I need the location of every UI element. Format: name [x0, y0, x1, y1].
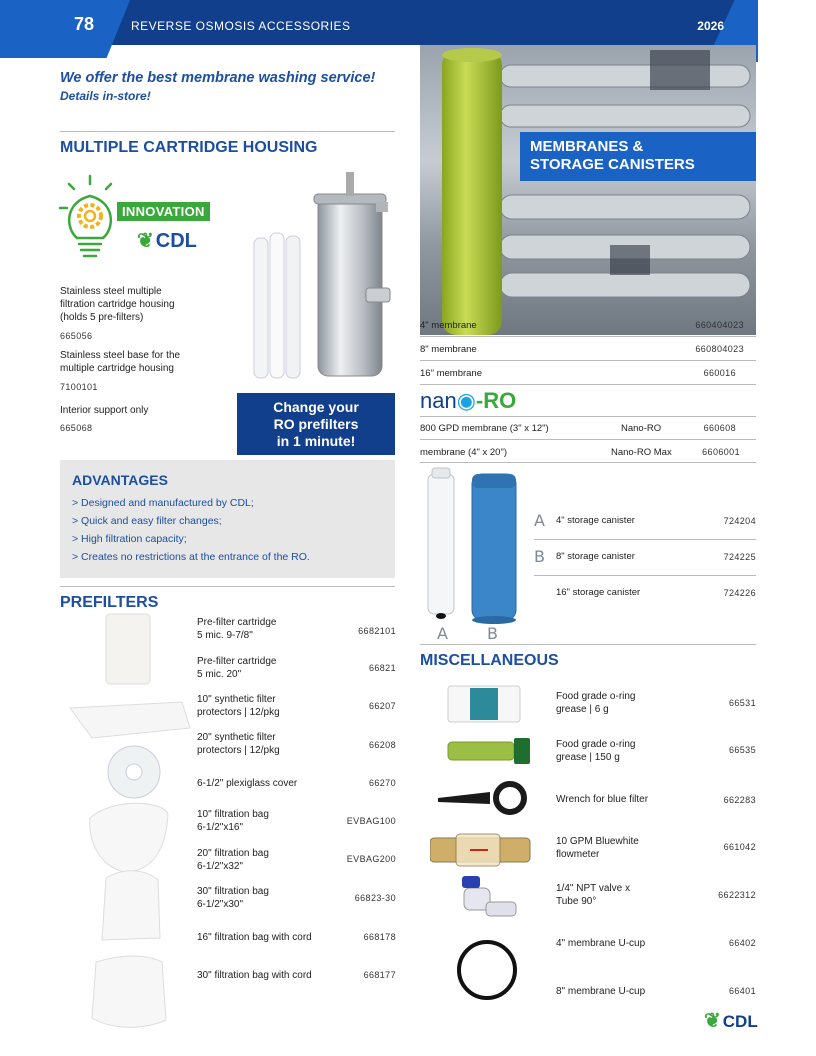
nano-ro-logo-text: nan: [420, 388, 457, 413]
desc-line: 5 mic. 20": [197, 669, 242, 680]
divider: [420, 439, 756, 440]
catalog-year: 2026: [697, 19, 724, 33]
prefilter-1-code: 6682101: [358, 626, 396, 636]
nano-item-2-model: Nano-RO Max: [611, 447, 672, 458]
prefilter-3-desc: [197, 693, 280, 719]
desc-line: Stainless steel base for the: [60, 350, 181, 361]
housing-item-3-code: 665068: [60, 423, 93, 433]
desc-line: Food grade o-ring: [556, 691, 636, 702]
advantage-item: > Designed and manufactured by CDL;: [72, 497, 254, 509]
footer-cdl-logo: [704, 1008, 758, 1033]
desc-line: Food grade o-ring: [556, 739, 636, 750]
prefilter-8-desc: [197, 885, 269, 911]
advantages-panel: [60, 460, 395, 578]
canister-1-name: 4" storage canister: [556, 515, 635, 526]
desc-line: Stainless steel multiple: [60, 286, 162, 297]
advantage-item: > Quick and easy filter changes;: [72, 515, 222, 527]
divider: [420, 644, 756, 645]
nano-item-1-code: 660608: [703, 423, 736, 433]
membrane-8-code: 660804023: [695, 344, 744, 354]
desc-line: (holds 5 pre-filters): [60, 312, 144, 323]
misc-2-code: 66535: [728, 745, 756, 755]
footer-cdl-text: CDL: [722, 1012, 758, 1031]
divider: [534, 539, 756, 540]
membrane-8-name: 8" membrane: [420, 344, 477, 355]
misc-1-code: 66531: [728, 698, 756, 708]
desc-line: 6-1/2"x32": [197, 861, 244, 872]
desc-line: 10" filtration bag: [197, 809, 269, 820]
desc-line: 10" synthetic filter: [197, 694, 276, 705]
prefilter-2-desc: [197, 655, 276, 681]
cta-line: Change your: [273, 399, 359, 415]
maple-leaf-icon: ❦: [704, 1010, 721, 1032]
canister-letter-a: A: [534, 511, 545, 530]
prefilter-images: [62, 610, 192, 1030]
promo-headline: We offer the best membrane washing service!: [60, 70, 376, 86]
desc-line: 30" filtration bag: [197, 886, 269, 897]
misc-4-desc: [556, 835, 639, 861]
desc-line: flowmeter: [556, 849, 600, 860]
desc-line: filtration cartridge housing: [60, 299, 175, 310]
cartridge-housing-image: [248, 168, 398, 388]
housing-item-2-desc: [60, 349, 180, 375]
desc-line: 20" filtration bag: [197, 848, 269, 859]
desc-line: 5 mic. 9-7/8": [197, 630, 253, 641]
misc-3-desc: Wrench for blue filter: [556, 794, 649, 805]
desc-line: Pre-filter cartridge: [197, 656, 277, 667]
cta-line: in 1 minute!: [276, 433, 356, 449]
misc-7-code: 66401: [728, 986, 756, 996]
membrane-16-name: 16" membrane: [420, 368, 482, 379]
prefilter-3-code: 66207: [368, 701, 396, 711]
divider: [420, 336, 756, 337]
prefilter-5-code: 66270: [368, 778, 396, 788]
divider: [60, 586, 395, 587]
nano-item-1-model: Nano-RO: [621, 423, 662, 434]
prefilters-title: PREFILTERS: [60, 594, 159, 611]
desc-line: 1/4" NPT valve x: [556, 883, 630, 894]
desc-line: grease | 6 g: [556, 704, 609, 715]
page-number: 78: [74, 14, 95, 34]
prefilter-10-code: 668177: [363, 970, 396, 980]
nano-item-2-code: 6606001: [702, 447, 740, 457]
page-number-tab: [0, 0, 130, 58]
maple-leaf-icon: ❦: [137, 230, 154, 252]
membrane-photo-illustration: [420, 45, 756, 335]
image-label-b: B: [487, 624, 498, 643]
membrane-4-code: 660404023: [695, 320, 744, 330]
advantage-item: > Creates no restrictions at the entrance of the RO.: [72, 551, 310, 563]
misc-images: [430, 680, 545, 1020]
advantage-item: > High filtration capacity;: [72, 533, 187, 545]
membrane-4-name: 4" membrane: [420, 320, 477, 331]
prefilter-6-desc: [197, 808, 269, 834]
canister-1-code: 724204: [723, 516, 756, 526]
desc-line: 20" synthetic filter: [197, 732, 276, 743]
divider: [420, 416, 756, 417]
cdl-logo-text: CDL: [155, 230, 197, 252]
desc-line: Pre-filter cartridge: [197, 617, 277, 628]
housing-item-1-code: 665056: [60, 331, 93, 341]
prefilter-7-desc: [197, 847, 269, 873]
promo-subline: Details in-store!: [60, 89, 151, 103]
canister-3-code: 724226: [723, 588, 756, 598]
desc-line: protectors | 12/pkg: [197, 707, 280, 718]
housing-item-2-code: 7100101: [60, 382, 98, 392]
housing-title: MULTIPLE CARTRIDGE HOUSING: [60, 139, 318, 156]
nano-ro-logo-ro: -RO: [475, 388, 517, 413]
misc-6-code: 66402: [728, 938, 756, 948]
prefilter-4-code: 66208: [368, 740, 396, 750]
desc-line: Tube 90°: [556, 896, 597, 907]
misc-5-code: 6622312: [718, 890, 756, 900]
canister-letter-b: B: [534, 547, 545, 566]
prefilter-2-code: 66821: [368, 663, 396, 673]
section-title: REVERSE OSMOSIS ACCESSORIES: [131, 19, 351, 33]
misc-6-desc: 4" membrane U-cup: [556, 938, 646, 949]
misc-4-code: 661042: [723, 842, 756, 852]
misc-title: MISCELLANEOUS: [420, 652, 559, 669]
divider: [60, 131, 395, 132]
divider: [420, 384, 756, 385]
cdl-logo: [137, 228, 197, 253]
nano-item-1-name: 800 GPD membrane (3" x 12"): [420, 423, 549, 434]
banner-line: MEMBRANES &: [530, 138, 644, 155]
desc-line: 6-1/2"x30": [197, 899, 244, 910]
desc-line: multiple cartridge housing: [60, 363, 174, 374]
nano-item-2-name: membrane (4" x 20"): [420, 447, 507, 458]
prefilter-5-desc: 6-1/2" plexiglass cover: [197, 778, 298, 789]
prefilter-6-code: EVBAG100: [346, 816, 396, 826]
water-drop-icon: ◉: [456, 388, 476, 413]
nano-ro-logo: [420, 388, 516, 414]
divider: [534, 575, 756, 576]
cta-line: RO prefilters: [273, 416, 359, 432]
prefilter-8-code: 66823-30: [354, 893, 396, 903]
banner-line: STORAGE CANISTERS: [530, 156, 695, 173]
prefilter-9-code: 668178: [363, 932, 396, 942]
advantages-title: ADVANTAGES: [72, 472, 168, 488]
misc-3-code: 662283: [723, 795, 756, 805]
image-label-a: A: [437, 624, 448, 643]
prefilter-1-desc: [197, 616, 276, 642]
desc-line: grease | 150 g: [556, 752, 620, 763]
prefilter-7-code: EVBAG200: [346, 854, 396, 864]
housing-item-3-desc: Interior support only: [60, 405, 149, 416]
membrane-16-code: 660016: [703, 368, 736, 378]
housing-item-1-desc: [60, 285, 175, 324]
desc-line: protectors | 12/pkg: [197, 745, 280, 756]
desc-line: 6-1/2"x16": [197, 822, 244, 833]
canister-2-name: 8" storage canister: [556, 551, 635, 562]
misc-2-desc: [556, 738, 636, 764]
prefilter-10-desc: 30" filtration bag with cord: [197, 970, 312, 981]
membranes-title-banner: [520, 132, 756, 181]
innovation-label: INNOVATION: [117, 202, 210, 221]
desc-line: 10 GPM Bluewhite: [556, 836, 639, 847]
storage-canisters-image: [420, 466, 520, 626]
divider: [420, 360, 756, 361]
canister-2-code: 724225: [723, 552, 756, 562]
prefilter-9-desc: 16" filtration bag with cord: [197, 932, 312, 943]
canister-3-name: 16" storage canister: [556, 587, 641, 598]
misc-7-desc: 8" membrane U-cup: [556, 986, 646, 997]
divider: [420, 462, 756, 463]
prefilter-4-desc: [197, 731, 280, 757]
misc-1-desc: [556, 690, 636, 716]
misc-5-desc: [556, 882, 630, 908]
innovation-badge: [57, 172, 232, 262]
membrane-photo: [420, 45, 756, 335]
prefilter-cta-banner: [237, 393, 395, 455]
